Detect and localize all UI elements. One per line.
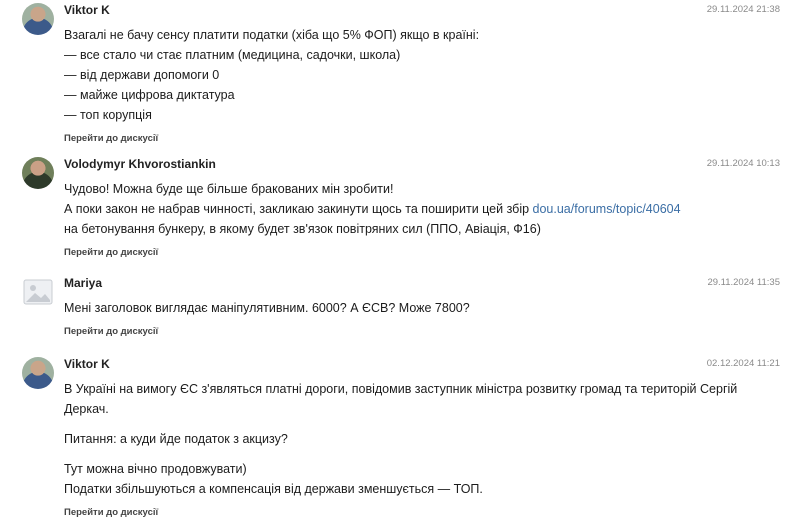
comment-line: Тут можна вічно продовжувати) <box>64 462 247 476</box>
comment-line: Податки збільшуються а компенсація від держави зменшується — ТОП. <box>64 482 483 496</box>
go-to-discussion-link[interactable]: Перейти до дискусії <box>64 326 159 337</box>
comment-date: 02.12.2024 11:21 <box>706 358 780 369</box>
author-name[interactable]: Viktor K <box>64 3 110 17</box>
comment-date: 29.11.2024 11:35 <box>707 277 780 288</box>
comment-line: на бетонування бункеру, в якому будет зв'язок повітряних сил (ППО, Авіація, Ф16) <box>64 222 541 236</box>
comment-line: В Україні на вимогу ЄС з'являться платні дороги, повідомив заступник міністра розвитку громад та територій Сергій <box>64 382 738 396</box>
comment-line <box>64 199 784 219</box>
author-name[interactable]: Volodymyr Khvorostiankin <box>64 157 216 171</box>
avatar[interactable] <box>22 3 54 35</box>
forum-topic-link[interactable]: dou.ua/forums/topic/40604 <box>532 202 681 216</box>
go-to-discussion-link[interactable]: Перейти до дискусії <box>64 247 159 258</box>
comment-line: Питання: а куди йде податок з акцизу? <box>64 432 288 446</box>
comment-date: 29.11.2024 10:13 <box>706 158 780 169</box>
avatar[interactable] <box>22 357 54 389</box>
comment-line: — майже цифрова диктатура <box>64 88 235 102</box>
comment-body <box>64 179 784 263</box>
comment-line: — від держави допомоги 0 <box>64 68 220 82</box>
comment-line: Чудово! Можна буде ще більше бракованих мін зробити! <box>64 182 394 196</box>
go-to-discussion-link[interactable]: Перейти до дискусії <box>64 133 159 144</box>
comment-body <box>64 379 784 523</box>
author-name[interactable]: Mariya <box>64 276 103 290</box>
comment-line: Мені заголовок виглядає маніпулятивним. 6000? А ЄСВ? Може 7800? <box>64 301 470 315</box>
comment-body <box>64 25 784 149</box>
comment-body <box>64 298 784 342</box>
avatar[interactable] <box>22 276 54 308</box>
comment-date: 29.11.2024 21:38 <box>706 4 780 15</box>
avatar[interactable] <box>22 157 54 189</box>
comment-line: — топ корупція <box>64 108 152 122</box>
comment-line: — все стало чи стає платним (медицина, садочки, школа) <box>64 48 401 62</box>
image-placeholder-icon <box>22 276 54 308</box>
comment-line: Взагалі не бачу сенсу платити податки (хіба що 5% ФОП) якщо в країні: <box>64 28 480 42</box>
comment-line: Деркач. <box>64 402 109 416</box>
go-to-discussion-link[interactable]: Перейти до дискусії <box>64 507 159 518</box>
comment-text: А поки закон не набрав чинності, закликаю закинути щось та поширити цей збір <box>64 202 533 216</box>
author-name[interactable]: Viktor K <box>64 357 110 371</box>
